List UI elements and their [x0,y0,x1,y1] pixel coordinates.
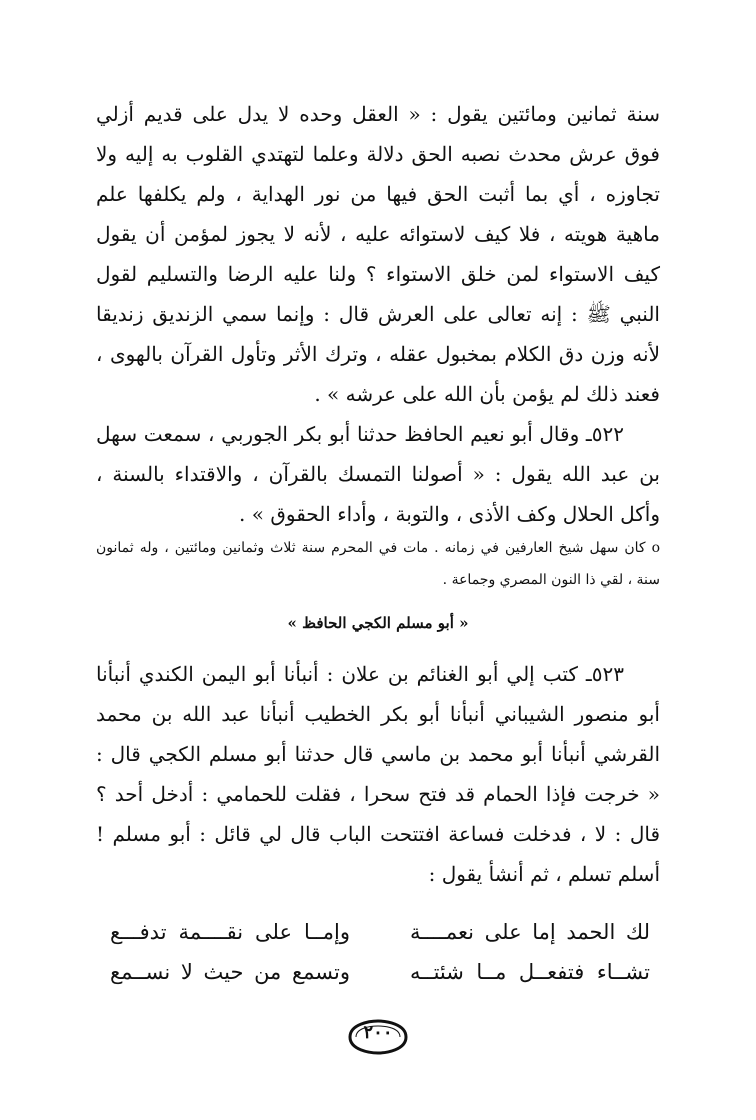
page-number-badge [346,1018,410,1056]
footnote-body: كان سهل شيخ العارفين في زمانه . مات في المحرم سنة ثلاث وثمانين ومائتين ، وله ثمانون سنة ، لقي ذا النون المصري وجماعة . [96,540,660,588]
verse-2-first-hemistich: تشــاء فتفعــل مــا شئتــه [410,960,650,984]
poem [110,912,650,992]
footnote-text [96,532,660,596]
section-heading: « أبو مسلم الكجي الحافظ » [287,614,469,632]
footnote-marker: o [651,540,661,556]
verse-1-second-hemistich: وإمــا على نقــــمة تدفـــع [110,920,350,944]
paragraph-sahl-quote: سنة ثمانين ومائتين يقول : « العقل وحده لا يدل على قديم أزلي فوق عرش محدث نصبه الحق دلالة وعلما لتهتدي القلوب به إليه ولا تجاوزه ، أي بما أثبت الحق فيها من نور الهداية ، ولم يكلفها علم ماهية هويته ، فلا كيف لاستوائه عليه ، لأنه لا يجوز لمؤمن أن يقول كيف الاستواء لمن خلق الاستواء ؟ ولنا عليه الرضا والتسليم لقول النبي ﷺ : إنه تعالى على العرش قال : وإنما سمي الزنديق زنديقا لأنه وزن دق الكلام بمخبول عقله ، وترك الأثر وتأول القرآن بالهوى ، فعند ذلك لم يؤمن بأن الله على عرشه » . [96,102,660,406]
poem-verse-2 [110,952,650,992]
text-block-upper [96,94,660,534]
paragraph-523: ٥٢٣ـ كتب إلي أبو الغنائم بن علان : أنبأنا أبو اليمن الكندي أنبأنا أبو منصور الشيباني أنبأنا أبو بكر الخطيب أنبأنا عبد الله بن محمد القرشي أنبأنا أبو محمد بن ماسي قال حدثنا أبو مسلم الكجي قال : « خرجت فإذا الحمام قد فتح سحرا ، فقلت للحمامي : أدخل أحد ؟ قال : لا ، فدخلت فساعة افتتحت الباب قال لي قائل : أبو مسلم ! أسلم تسلم ، ثم أنشأ يقول : [96,662,660,886]
text-block-lower [96,654,660,894]
page-number: ٢٠٠ [363,1022,393,1043]
verse-1-first-hemistich: لك الحمد إما على نعمــــة [410,920,650,944]
verse-2-second-hemistich: وتسمع من حيث لا نســمع [110,960,350,984]
paragraph-522: ٥٢٢ـ وقال أبو نعيم الحافظ حدثنا أبو بكر الجوربي ، سمعت سهل بن عبد الله يقول : « أصولنا التمسك بالقرآن ، والاقتداء بالسنة ، وأكل الحلال وكف الأذى ، والتوبة ، وأداء الحقوق » . [96,422,660,526]
footnote [96,532,660,596]
poem-verse-1 [110,912,650,952]
